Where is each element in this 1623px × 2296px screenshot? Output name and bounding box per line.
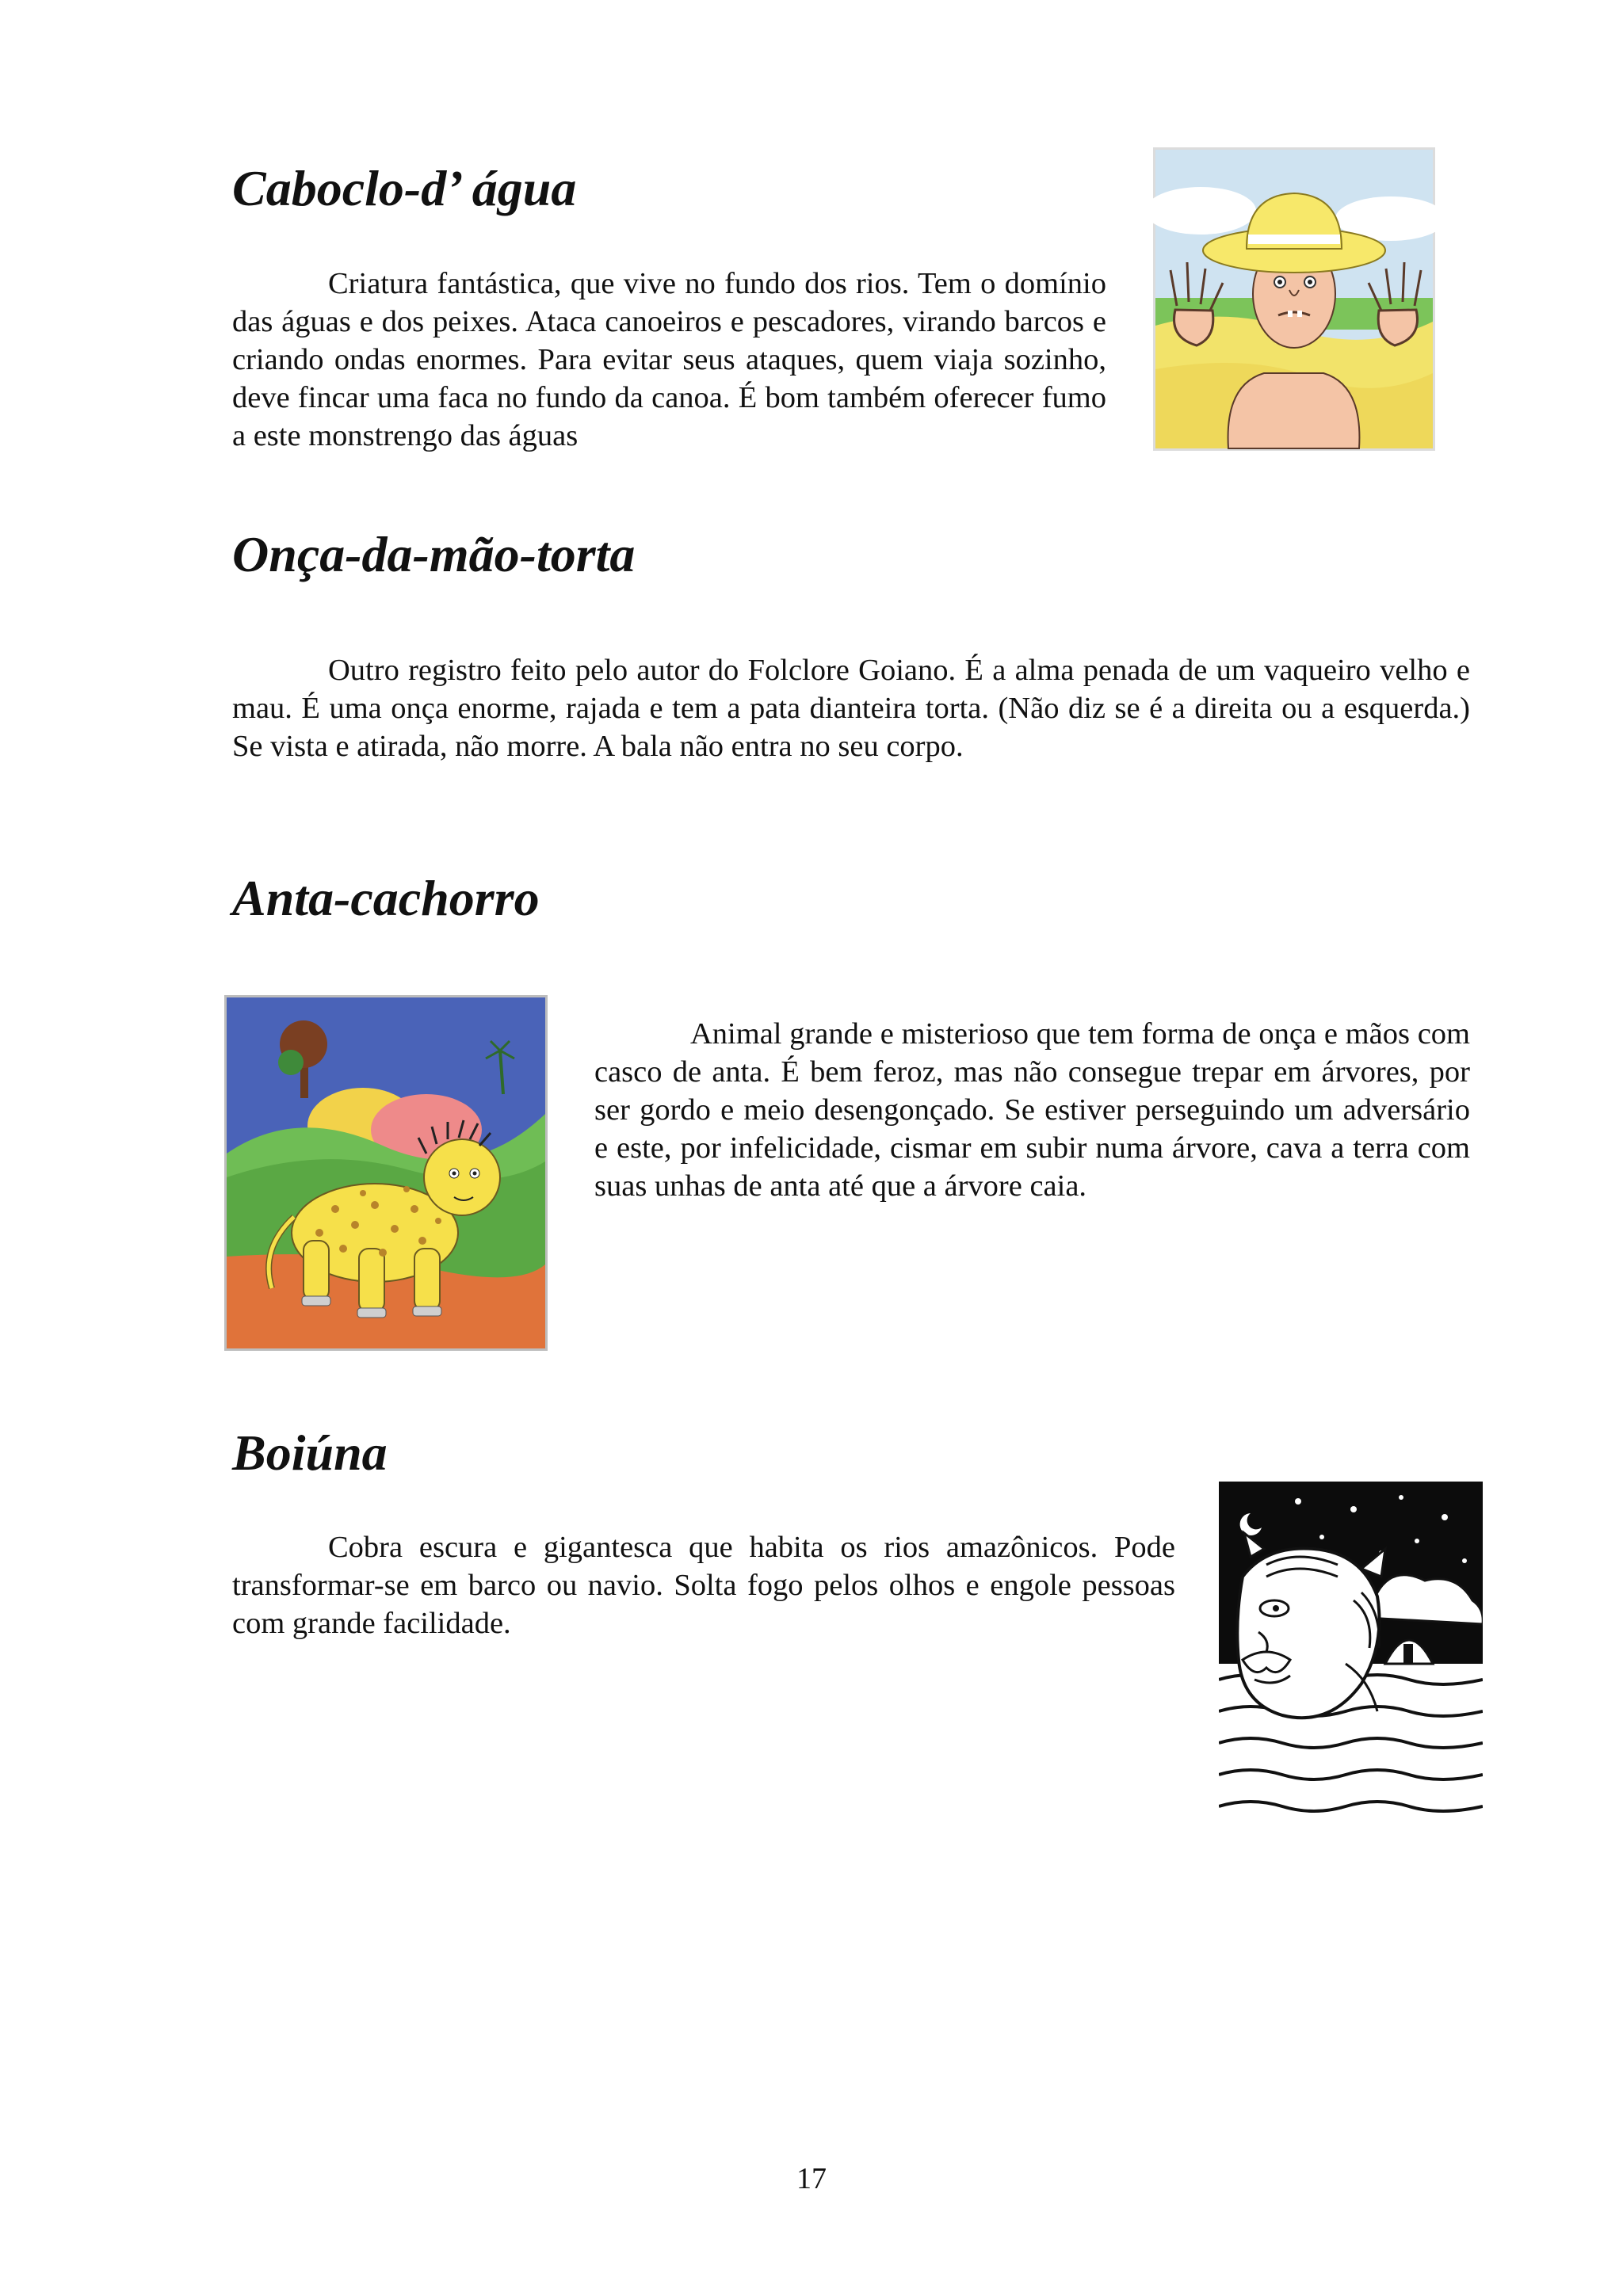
anta-cachorro-figure — [224, 995, 548, 1351]
page-number: 17 — [796, 2162, 827, 2195]
section-text-onca-da-mao-torta: Outro registro feito pelo autor do Folclore Goiano. É a alma penada de um vaqueiro velho e mau. É uma onça enorme, rajada e tem a pata dianteira torta. (Não diz se é a direita ou a esquerda.) Se vista e atirada, não morre. A bala não entra no seu corpo. — [232, 654, 1470, 763]
section-title-boiuna: Boiúna — [232, 1425, 388, 1481]
section-title-caboclo-dagua: Caboclo-d’ água — [232, 160, 577, 216]
section-title-anta-cachorro: Anta-cachorro — [232, 870, 540, 926]
boiuna-figure — [1219, 1482, 1483, 1816]
anta-cachorro-illustration — [224, 995, 548, 1351]
section-text-boiuna: Cobra escura e gigantesca que habita os rios amazônicos. Pode transformar-se em barco ou navio. Solta fogo pelos olhos e engole pessoas com grande facilidade. — [232, 1531, 1175, 1640]
section-title-onca-da-mao-torta: Onça-da-mão-torta — [232, 526, 636, 582]
boiuna-illustration — [1219, 1482, 1483, 1816]
section-text-anta-cachorro: Animal grande e misterioso que tem forma de onça e mãos com casco de anta. É bem feroz, mas não consegue trepar em árvores, por ser gordo e meio desengonçado. Se estiver perseguindo um adversário e este, por infelicidade, cismar em subir numa árvore, cava a terra com suas unhas de anta até que a árvore caia. — [594, 1017, 1470, 1203]
section-text-caboclo-dagua: Criatura fantástica, que vive no fundo dos rios. Tem o domínio das águas e dos peixes. Ataca canoeiros e pescadores, virando barcos e criando ondas enormes. Para evitar seus ataques, quem viaja sozinho, deve fincar uma faca no fundo da canoa. É bom também oferecer fumo a este monstrengo das águas — [232, 267, 1106, 452]
caboclo-figure — [1153, 147, 1435, 451]
caboclo-dagua-illustration — [1153, 147, 1435, 451]
